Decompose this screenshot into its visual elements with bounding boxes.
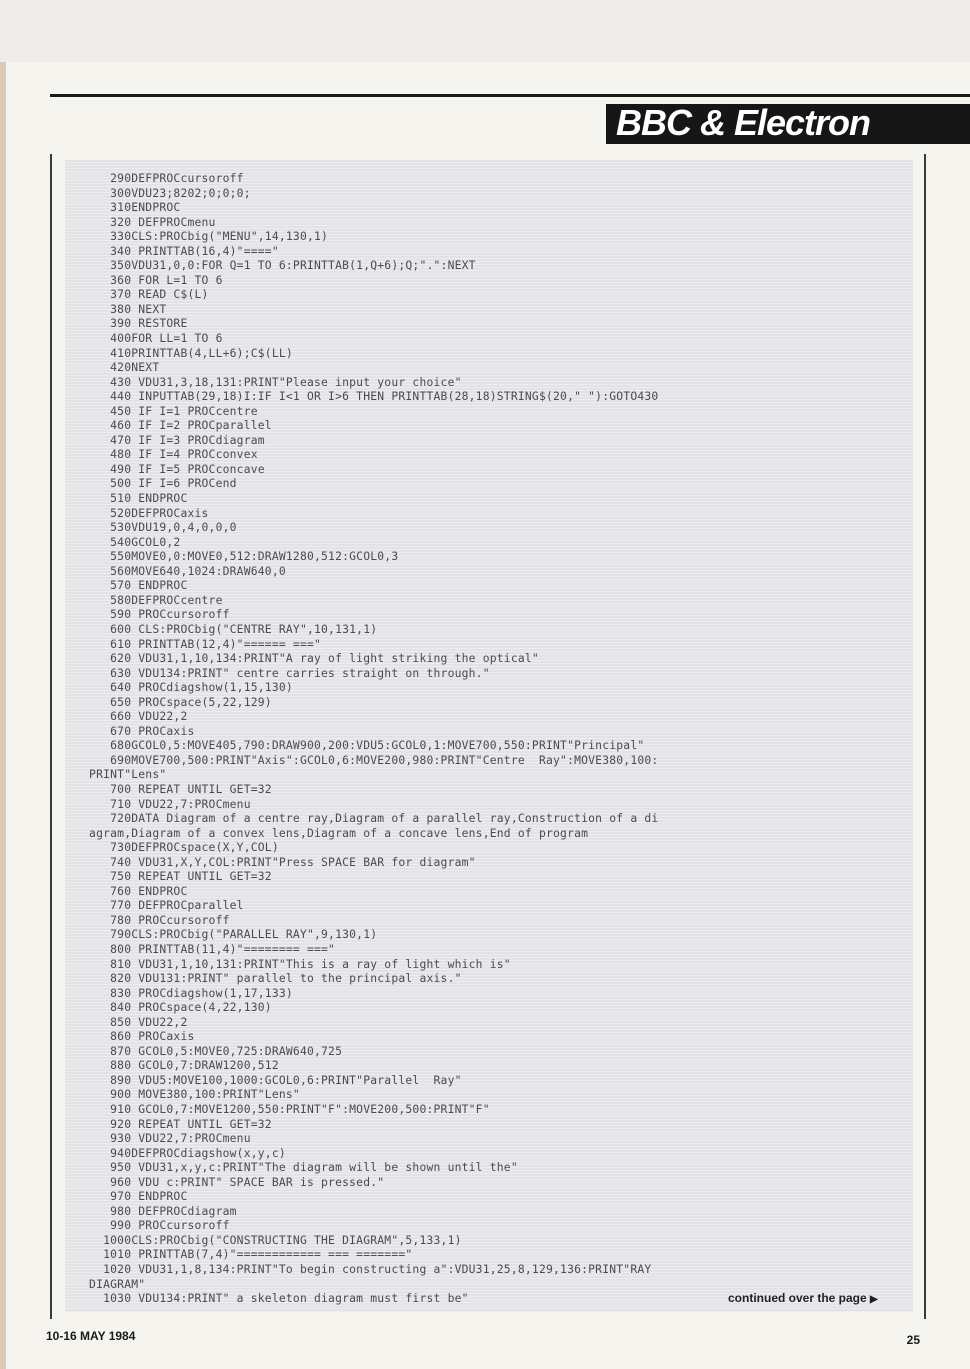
code-line: 580DEFPROCcentre bbox=[75, 592, 223, 607]
page-number: 25 bbox=[906, 1333, 920, 1347]
code-line: 530VDU19,0,4,0,0,0 bbox=[75, 520, 237, 535]
code-line: 700 REPEAT UNTIL GET=32 bbox=[75, 781, 272, 796]
code-line: agram,Diagram of a convex lens,Diagram of a concave lens,End of program bbox=[75, 825, 589, 840]
code-line: 890 VDU5:MOVE100,1000:GCOL0,6:PRINT"Parallel Ray" bbox=[75, 1072, 462, 1087]
code-line: 920 REPEAT UNTIL GET=32 bbox=[75, 1116, 272, 1131]
code-line: 650 PROCspace(5,22,129) bbox=[75, 694, 272, 709]
header-rule bbox=[50, 94, 970, 97]
section-title: BBC & Electron bbox=[616, 102, 871, 143]
code-line: 1010 PRINTTAB(7,4)"============ === =======" bbox=[75, 1247, 413, 1262]
issue-date: 10-16 MAY 1984 bbox=[46, 1329, 136, 1343]
code-line: DIAGRAM" bbox=[75, 1276, 146, 1291]
code-line: 860 PROCaxis bbox=[75, 1029, 195, 1044]
code-line: 750 REPEAT UNTIL GET=32 bbox=[75, 869, 272, 884]
code-line: 400FOR LL=1 TO 6 bbox=[75, 331, 223, 346]
code-line: 950 VDU31,x,y,c:PRINT"The diagram will be shown until the" bbox=[75, 1160, 518, 1175]
triangle-right-icon: ▶ bbox=[870, 1294, 878, 1305]
code-line: 910 GCOL0,7:MOVE1200,550:PRINT"F":MOVE200,500:PRINT"F" bbox=[75, 1102, 490, 1116]
code-line: 720DATA Diagram of a centre ray,Diagram of a parallel ray,Construction of a di bbox=[75, 811, 659, 826]
code-line: 490 IF I=5 PROCconcave bbox=[75, 461, 265, 476]
code-line: 470 IF I=3 PROCdiagram bbox=[75, 432, 265, 447]
continued-notice bbox=[728, 1290, 908, 1306]
code-line: 410PRINTTAB(4,LL+6);C$(LL) bbox=[75, 345, 293, 360]
code-line: 380 NEXT bbox=[75, 301, 167, 316]
code-line: 430 VDU31,3,18,131:PRINT"Please input your choice" bbox=[75, 374, 462, 389]
code-line: 980 DEFPROCdiagram bbox=[75, 1203, 237, 1218]
code-line: 440 INPUTTAB(29,18)I:IF I<1 OR I>6 THEN PRINTTAB(28,18)STRING$(20," "):GOTO430 bbox=[75, 389, 659, 404]
code-line: 1030 VDU134:PRINT" a skeleton diagram must first be" bbox=[75, 1291, 469, 1306]
code-line: 560MOVE640,1024:DRAW640,0 bbox=[75, 563, 286, 578]
code-line: 610 PRINTTAB(12,4)"====== ===" bbox=[75, 636, 322, 651]
code-line: 340 PRINTTAB(16,4)"====" bbox=[75, 243, 279, 258]
code-line: 660 VDU22,2 bbox=[75, 709, 188, 724]
code-line: 460 IF I=2 PROCparallel bbox=[75, 418, 272, 433]
code-line: 730DEFPROCspace(X,Y,COL) bbox=[75, 840, 279, 855]
code-line: 970 ENDPROC bbox=[75, 1189, 188, 1204]
code-line: 590 PROCcursoroff bbox=[75, 607, 230, 622]
code-line: 940DEFPROCdiagshow(x,y,c) bbox=[75, 1145, 286, 1160]
code-line: 480 IF I=4 PROCconvex bbox=[75, 447, 258, 462]
code-line: 640 PROCdiagshow(1,15,130) bbox=[75, 680, 293, 695]
code-line: 370 READ C$(L) bbox=[75, 287, 209, 302]
code-line: 290DEFPROCcursoroff bbox=[75, 171, 244, 185]
page-top-margin bbox=[0, 0, 970, 62]
code-line: PRINT"Lens" bbox=[75, 767, 167, 782]
page-left-edge bbox=[0, 62, 6, 1369]
code-line: 760 ENDPROC bbox=[75, 883, 188, 898]
code-line: 500 IF I=6 PROCend bbox=[75, 476, 237, 491]
code-line: 630 VDU134:PRINT" centre carries straight on through." bbox=[75, 665, 490, 680]
code-line: 800 PRINTTAB(11,4)"======== ===" bbox=[75, 941, 336, 956]
program-listing bbox=[75, 171, 905, 1311]
code-line: 690MOVE700,500:PRINT"Axis":GCOL0,6:MOVE200,980:PRINT"Centre Ray":MOVE380,100: bbox=[75, 752, 659, 767]
code-line: 780 PROCcursoroff bbox=[75, 912, 230, 927]
code-line: 550MOVE0,0:MOVE0,512:DRAW1280,512:GCOL0,3 bbox=[75, 549, 399, 564]
code-line: 740 VDU31,X,Y,COL:PRINT"Press SPACE BAR for diagram" bbox=[75, 854, 476, 869]
code-line: 310ENDPROC bbox=[75, 200, 181, 215]
right-column-rule bbox=[924, 154, 926, 1319]
code-line: 960 VDU c:PRINT" SPACE BAR is pressed." bbox=[75, 1174, 385, 1189]
code-line: 510 ENDPROC bbox=[75, 491, 188, 506]
code-line: 870 GCOL0,5:MOVE0,725:DRAW640,725 bbox=[75, 1043, 343, 1058]
code-line: 350VDU31,0,0:FOR Q=1 TO 6:PRINTTAB(1,Q+6);Q;".":NEXT bbox=[75, 258, 476, 273]
code-line: 330CLS:PROCbig("MENU",14,130,1) bbox=[75, 229, 329, 244]
code-line: 710 VDU22,7:PROCmenu bbox=[75, 796, 251, 811]
code-line: 300VDU23;8202;0;0;0; bbox=[75, 185, 251, 200]
code-line: 790CLS:PROCbig("PARALLEL RAY",9,130,1) bbox=[75, 927, 378, 942]
code-line: 620 VDU31,1,10,134:PRINT"A ray of light striking the optical" bbox=[75, 651, 539, 666]
code-line: 880 GCOL0,7:DRAW1200,512 bbox=[75, 1058, 279, 1073]
continued-text: continued over the page bbox=[728, 1291, 867, 1305]
code-line: 840 PROCspace(4,22,130) bbox=[75, 1000, 272, 1015]
code-line: 900 MOVE380,100:PRINT"Lens" bbox=[75, 1087, 300, 1102]
code-line: 540GCOL0,2 bbox=[75, 534, 181, 549]
code-line: 570 ENDPROC bbox=[75, 578, 188, 593]
code-line: 390 RESTORE bbox=[75, 316, 188, 331]
code-line: 680GCOL0,5:MOVE405,790:DRAW900,200:VDU5:GCOL0,1:MOVE700,550:PRINT"Principal" bbox=[75, 738, 645, 753]
code-line: 830 PROCdiagshow(1,17,133) bbox=[75, 985, 293, 1000]
code-line: 1000CLS:PROCbig("CONSTRUCTING THE DIAGRAM",5,133,1) bbox=[75, 1232, 462, 1247]
code-line: 450 IF I=1 PROCcentre bbox=[75, 403, 258, 418]
code-line: 810 VDU31,1,10,131:PRINT"This is a ray of light which is" bbox=[75, 956, 511, 971]
code-line: 850 VDU22,2 bbox=[75, 1014, 188, 1029]
code-line: 360 FOR L=1 TO 6 bbox=[75, 272, 223, 287]
code-line: 930 VDU22,7:PROCmenu bbox=[75, 1131, 251, 1146]
code-line: 770 DEFPROCparallel bbox=[75, 898, 244, 913]
left-column-rule bbox=[50, 154, 52, 1319]
code-line: 420NEXT bbox=[75, 360, 160, 375]
code-line: 600 CLS:PROCbig("CENTRE RAY",10,131,1) bbox=[75, 621, 378, 636]
code-line: 520DEFPROCaxis bbox=[75, 505, 209, 520]
code-line: 1020 VDU31,1,8,134:PRINT"To begin constructing a":VDU31,25,8,129,136:PRINT"RAY bbox=[75, 1262, 652, 1277]
code-line: 820 VDU131:PRINT" parallel to the principal axis." bbox=[75, 971, 462, 986]
code-line: 990 PROCcursoroff bbox=[75, 1218, 230, 1233]
code-line: 320 DEFPROCmenu bbox=[75, 214, 216, 229]
code-line: 670 PROCaxis bbox=[75, 723, 195, 738]
